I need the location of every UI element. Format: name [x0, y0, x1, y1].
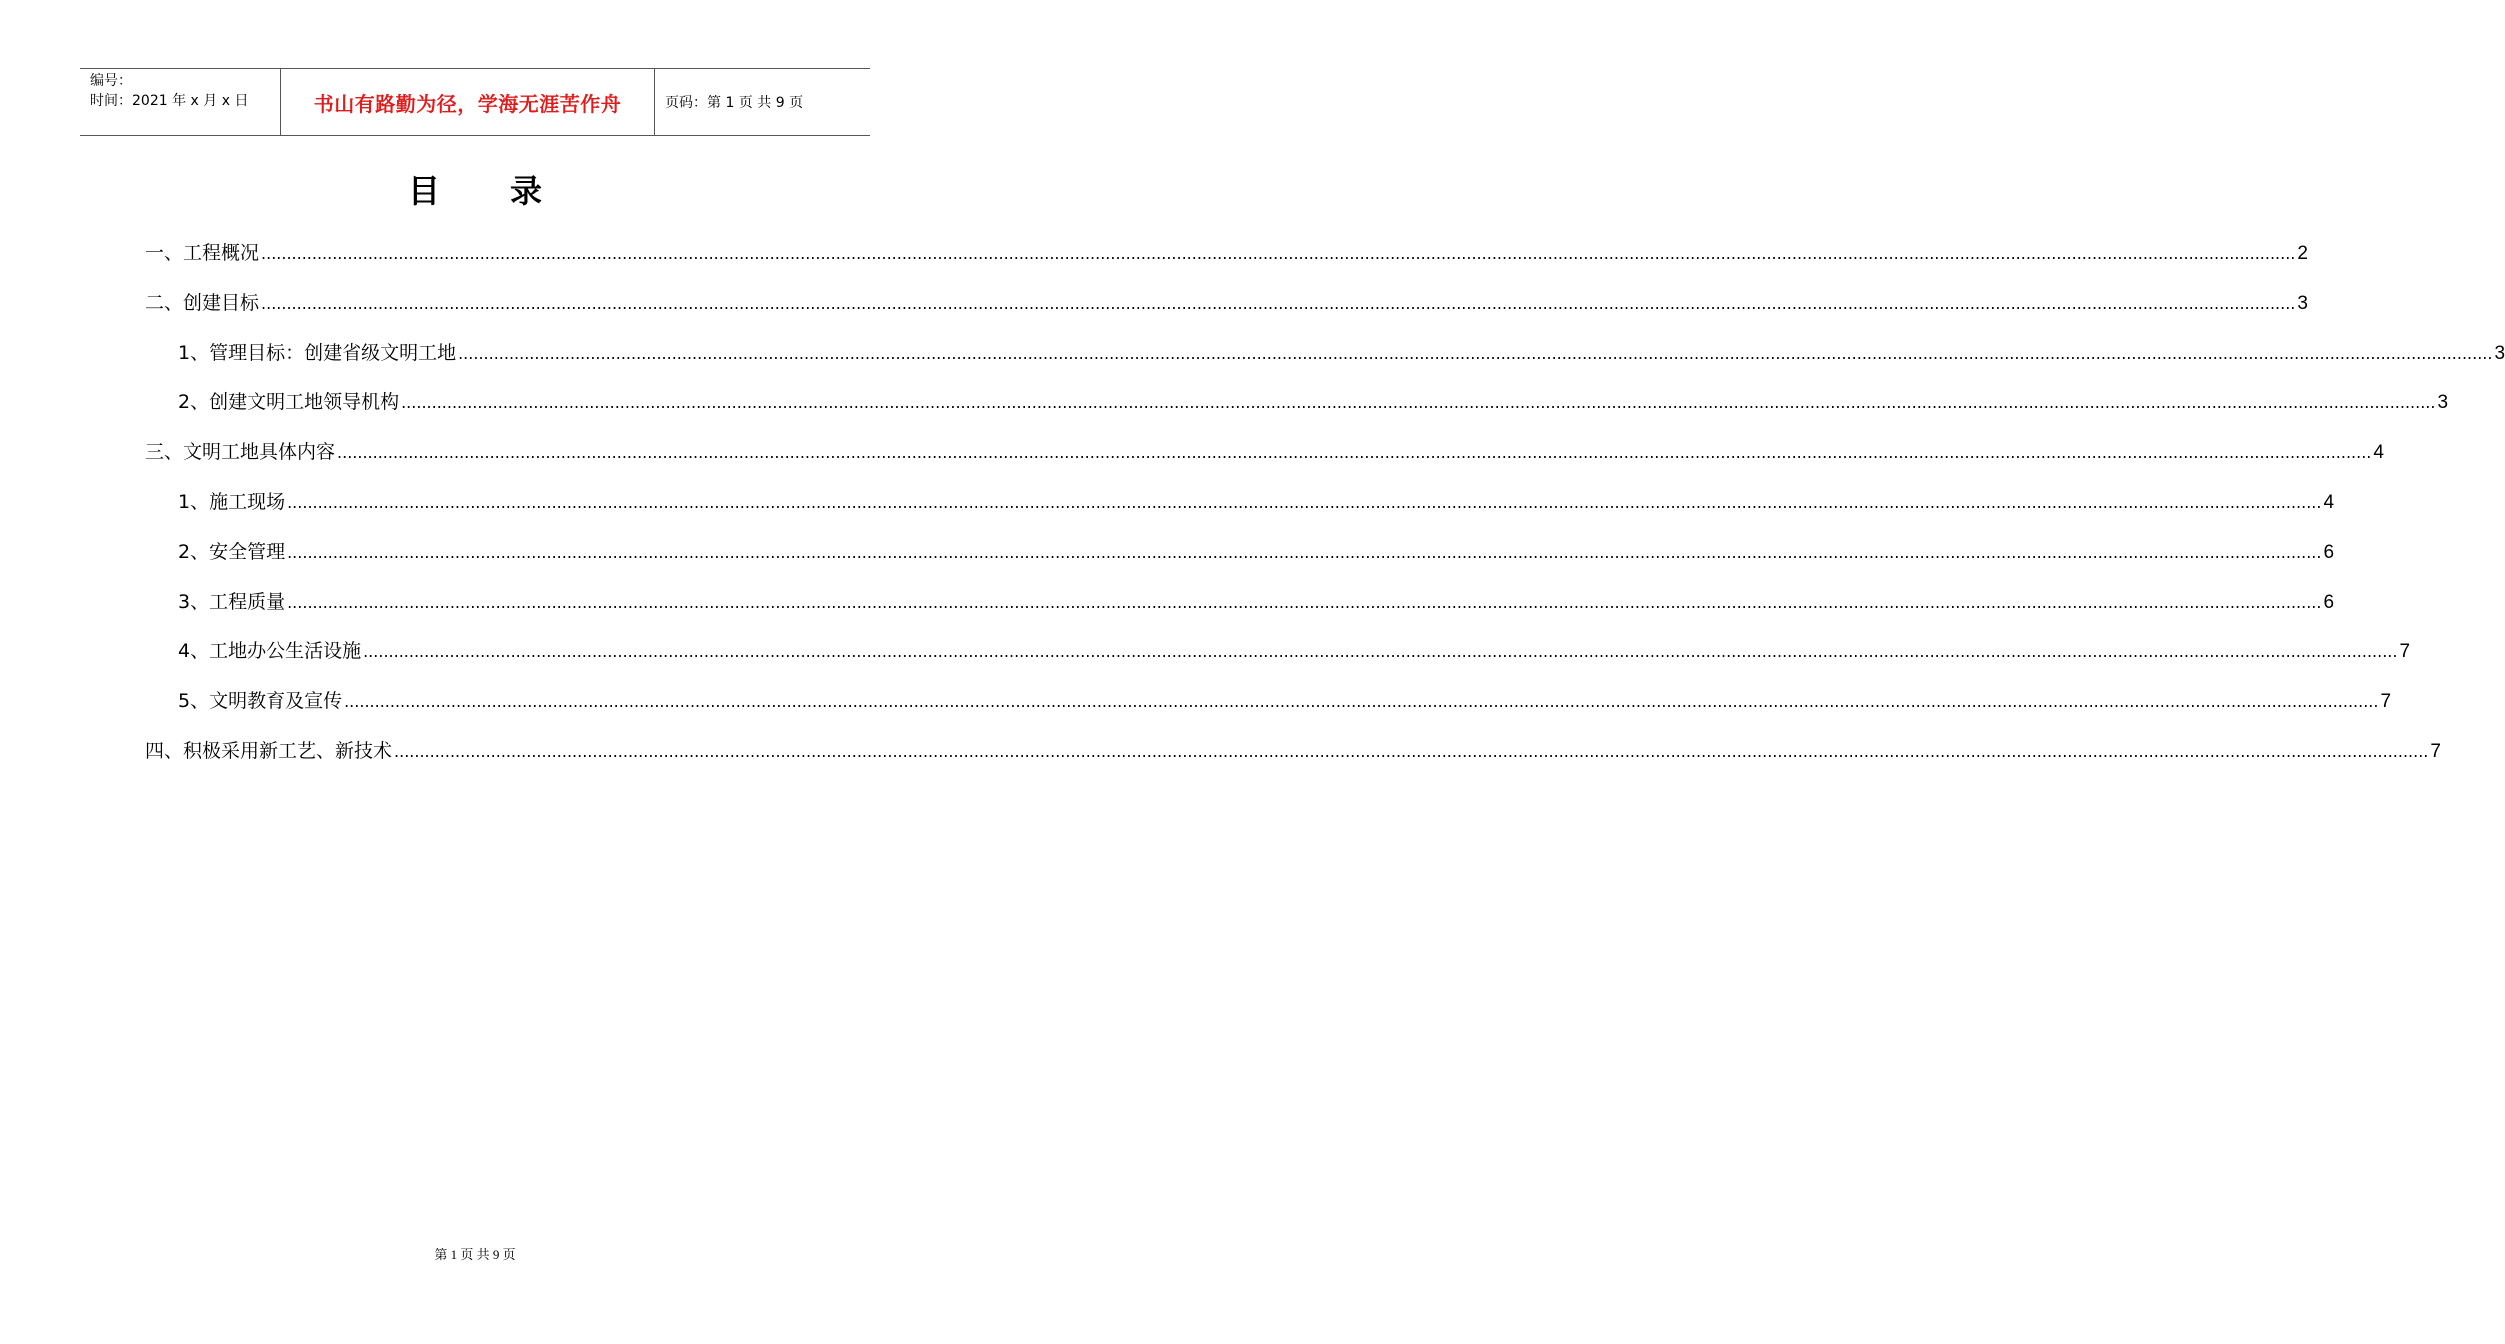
toc-leader-dots: ................................................................................................................................................................................................................................................................................................................................................................................................................ — [287, 542, 2322, 562]
toc-entry-text: 二、创建目标 — [145, 291, 260, 314]
toc-entry-page: 3 — [2437, 392, 2449, 414]
toc-entry-page: 3 — [2494, 342, 2505, 364]
toc-entry-text: 2、安全管理 — [178, 540, 286, 563]
toc-entry-page: 7 — [2399, 641, 2411, 663]
toc-leader-dots: ................................................................................................................................................................................................................................................................................................................................................................................................................ — [337, 443, 2372, 463]
header-page-info: 页码：第 1 页 共 9 页 — [665, 95, 804, 111]
toc-entry-page: 6 — [2323, 591, 2335, 613]
toc-entry-text: 三、文明工地具体内容 — [145, 441, 336, 464]
toc-entry-page: 3 — [2297, 292, 2308, 314]
toc-entry[interactable] — [145, 238, 2308, 268]
toc-entry-text: 2、创建文明工地领导机构 — [178, 391, 400, 414]
document-code-label: 编号： — [90, 73, 132, 89]
toc-leader-dots: ................................................................................................................................................................................................................................................................................................................................................................................................................ — [287, 493, 2322, 512]
toc-entry[interactable] — [145, 437, 2384, 467]
toc-entry[interactable] — [178, 338, 2505, 368]
toc-entry-page: 4 — [2373, 442, 2384, 464]
toc-leader-dots: ................................................................................................................................................................................................................................................................................................................................................................................................................ — [261, 244, 2296, 263]
toc-entry-page: 7 — [2380, 691, 2392, 713]
toc-entry[interactable] — [178, 387, 2449, 417]
toc-entry[interactable] — [178, 587, 2335, 617]
toc-entry[interactable] — [178, 487, 2335, 517]
page-header — [80, 68, 870, 136]
header-motto: 书山有路勤为径，学海无涯苦作舟 — [281, 69, 655, 135]
toc-entry[interactable] — [178, 636, 2411, 666]
toc-entry[interactable] — [178, 686, 2392, 716]
toc-entry-text: 5、文明教育及宣传 — [178, 690, 343, 713]
toc-entry-page: 4 — [2323, 492, 2335, 513]
toc-entry-text: 1、施工现场 — [178, 491, 286, 513]
toc-entry-page: 6 — [2323, 541, 2335, 563]
toc-entry-page: 2 — [2297, 243, 2308, 264]
toc-entry-text: 3、工程质量 — [178, 590, 286, 613]
toc-entry[interactable] — [178, 537, 2335, 567]
toc-leader-dots: ................................................................................................................................................................................................................................................................................................................................................................................................................ — [394, 742, 2429, 761]
toc-leader-dots: ................................................................................................................................................................................................................................................................................................................................................................................................................ — [401, 393, 2436, 413]
page-footer: 第 1 页 共 9 页 — [434, 1247, 516, 1262]
document-date: 时间：2021 年 x 月 x 日 — [90, 93, 249, 109]
header-meta — [80, 69, 281, 135]
toc-leader-dots: ................................................................................................................................................................................................................................................................................................................................................................................................................ — [261, 293, 2296, 313]
toc-entry-page: 7 — [2430, 741, 2441, 762]
toc-entry-text: 四、积极采用新工艺、新技术 — [145, 740, 393, 762]
toc-entry[interactable] — [145, 288, 2308, 318]
toc-leader-dots: ................................................................................................................................................................................................................................................................................................................................................................................................................ — [458, 343, 2493, 363]
toc-entry-text: 4、工地办公生活设施 — [178, 640, 362, 663]
toc-entry-text: 一、工程概况 — [145, 242, 260, 264]
toc-title: 目录 — [407, 172, 612, 210]
toc-entry[interactable] — [145, 736, 2441, 766]
toc-leader-dots: ................................................................................................................................................................................................................................................................................................................................................................................................................ — [287, 592, 2322, 612]
toc-leader-dots: ................................................................................................................................................................................................................................................................................................................................................................................................................ — [363, 642, 2398, 662]
toc-entry-text: 1、管理目标：创建省级文明工地 — [178, 341, 457, 364]
toc-leader-dots: ................................................................................................................................................................................................................................................................................................................................................................................................................ — [344, 692, 2379, 712]
